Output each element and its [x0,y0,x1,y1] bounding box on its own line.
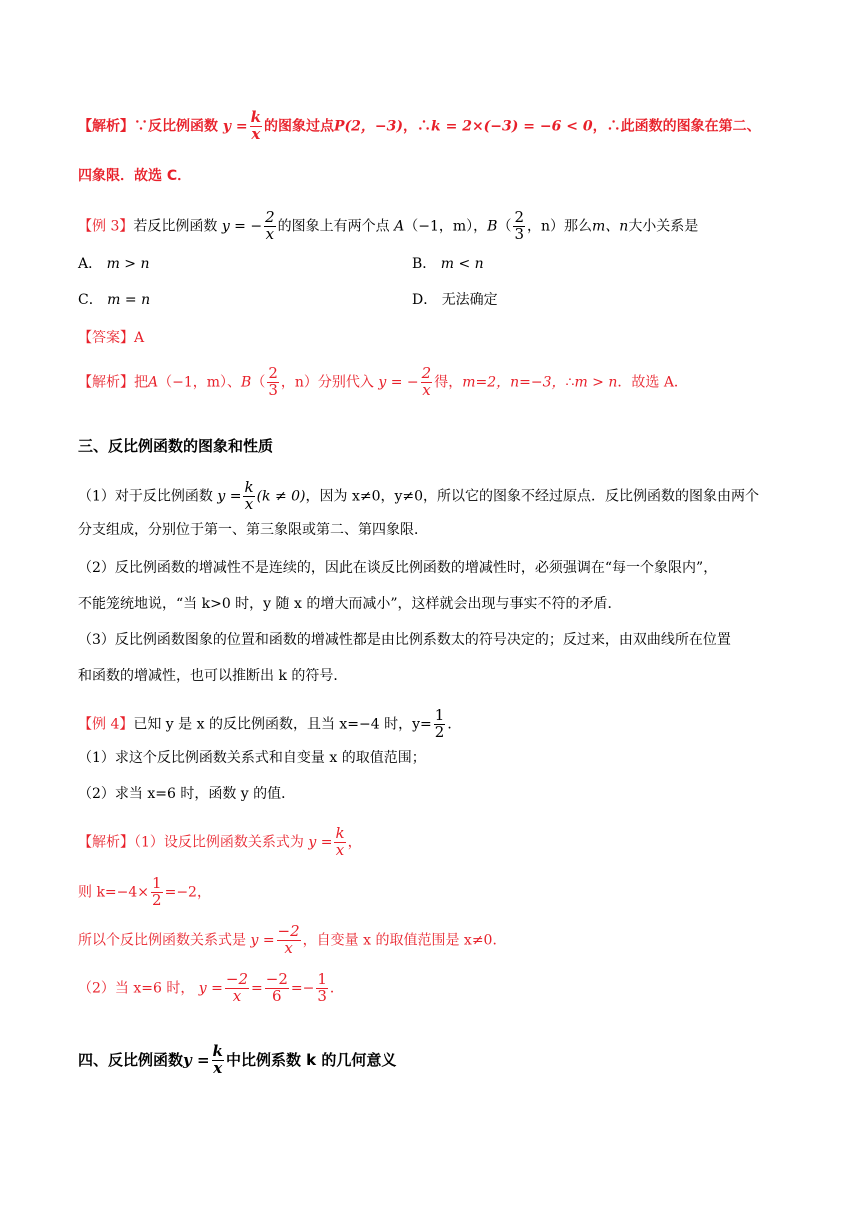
fraction: $\frac{k}{x}$ [250,108,262,143]
section3-p2-line1: （2）反比例函数的增减性不是连续的，因此在谈反比例函数的增减性时，必须强调在“每一个象限内”， [78,560,718,576]
analysis-tag: 【解析】 [78,118,134,135]
fraction: $\frac{k}{x}$ [244,478,254,513]
fraction: $\frac{k}{x}$ [212,1042,223,1077]
fraction: $\frac{2}{x}$ [265,208,275,243]
ex4-analysis-line4: （2）当 x=6 时， y = $\frac{-2}{x}$ = $\frac{-2}{6}$ =− $\frac{1}{3}$ ． [78,970,344,1005]
section3-p3-line1: （3）反比例函数图象的位置和函数的增减性都是由比例系数太的符号决定的；反过来，由双曲线所在位置 [78,632,731,648]
example-tag: 【例 3】 [78,218,134,235]
ex3-answer: 【答案】A [78,330,145,346]
option-a: A． m > n [78,256,150,272]
section3-p2-line2: 不能笼统地说，“当 k>0 时，y 随 x 的增大而减小”，这样就会出现与事实不符的矛盾． [78,596,622,612]
fraction: $\frac{1}{2}$ [152,874,162,909]
fraction: $\frac{2}{3}$ [268,364,278,399]
ex4-q1: （1）求这个反比例函数关系式和自变量 x 的取值范围； [78,750,426,766]
example-tag: 【例 4】 [78,716,134,733]
ex4-question: 【例 4】已知 y 是 x 的反比例函数，且当 x=−4 时，y= $\frac{1}{2}$ ． [78,706,462,741]
option-c: C． m = n [78,292,151,308]
section4-heading: 四、反比例函数y = $\frac{k}{x}$ 中比例系数 k 的几何意义 [78,1042,397,1077]
fraction: $\frac{2}{x}$ [421,364,432,399]
fraction: $\frac{-2}{6}$ [265,970,288,1005]
ex2-analysis-line1: 【解析】∵反比例函数 y = $\frac{k}{x}$ 的图象过点P(2，−3)，∴k = 2×(−3) = −6 < 0，∴此函数的图象在第二、 [78,108,761,143]
ex4-analysis-line3: 所以个反比例函数关系式是 y = $\frac{-2}{x}$ ，自变量 x 的取值范围是 x≠0． [78,922,507,957]
ex4-analysis-line2: 则 k=−4× $\frac{1}{2}$ =−2， [78,874,211,909]
ex4-q2: （2）求当 x=6 时，函数 y 的值． [78,786,296,802]
ex4-analysis-line1: 【解析】（1）设反比例函数关系式为 y = $\frac{k}{x}$ ， [78,824,362,859]
fraction: $\frac{1}{3}$ [317,970,327,1005]
fraction: $\frac{1}{2}$ [434,706,445,741]
section3-p1-line2: 分支组成，分别位于第一、第三象限或第二、第四象限． [78,522,428,538]
fraction: $\frac{2}{3}$ [514,208,524,243]
ex3-question: 【例 3】若反比例函数 y = − $\frac{2}{x}$ 的图象上有两个点 A（−1，m），B（ $\frac{2}{3}$ ，n）那么m、n大小关系是 [78,208,699,243]
option-b: B． m < n [412,256,484,272]
ex3-analysis: 【解析】把A（−1，m）、B（ $\frac{2}{3}$ ，n）分别代入 y = − $\frac{2}{x}$ 得，m=2，n=−3，∴m > n．故选 A． [78,364,688,399]
section3-heading: 三、反比例函数的图象和性质 [78,437,274,455]
fraction: $\frac{-2}{x}$ [277,922,300,957]
section3-p3-line2: 和函数的增减性，也可以推断出 k 的符号． [78,668,348,684]
section3-p1-line1: （1）对于反比例函数 y = $\frac{k}{x}$ (k ≠ 0)，因为 x≠0，y≠0，所以它的图象不经过原点．反比例函数的图象由两个 [78,478,760,513]
fraction: $\frac{-2}{x}$ [225,970,249,1005]
fraction: $\frac{k}{x}$ [335,824,345,859]
option-d: D． 无法确定 [412,292,498,308]
ex2-analysis-line2: 四象限．故选 C． [78,168,192,184]
